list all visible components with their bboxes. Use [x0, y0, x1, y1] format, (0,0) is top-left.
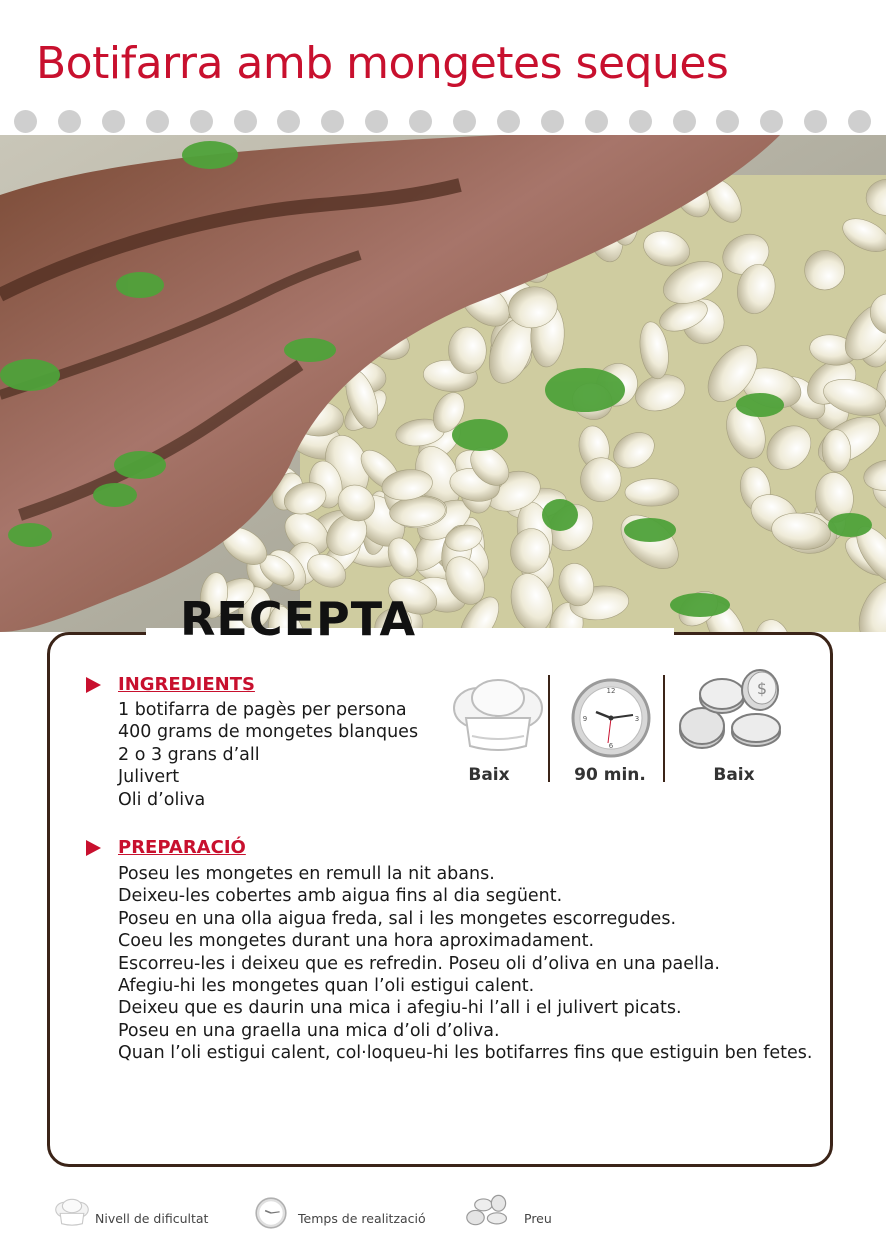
preparation-step: Poseu en una graella una mica d’oli d’oliva. — [118, 1020, 500, 1041]
preparation-bullet-icon — [86, 840, 101, 856]
preparation-step: Deixeu-les cobertes amb aigua fins al dia següent. — [118, 886, 563, 907]
decorative-dot — [14, 110, 37, 133]
decorative-dot — [453, 110, 476, 133]
preparation-step: Coeu les mongetes durant una hora aproximadament. — [118, 931, 595, 952]
recipe-photo — [0, 135, 886, 632]
decorative-dot — [409, 110, 432, 133]
section-title: RECEPTA — [180, 592, 417, 646]
ingredient-item: Julivert — [118, 767, 180, 788]
decorative-dot — [277, 110, 300, 133]
decorative-dot — [234, 110, 257, 133]
decorative-dot — [58, 110, 81, 133]
svg-text:$: $ — [756, 679, 768, 698]
coins-icon — [466, 1194, 508, 1234]
svg-text:12: 12 — [606, 687, 616, 695]
preparation-step: Escorreu-les i deixeu que es refredin. Poseu oli d’oliva en una paella. — [118, 953, 720, 974]
decorative-dot — [102, 110, 125, 133]
recipe-title: Botifarra amb mongetes seques — [36, 38, 729, 89]
decorative-dot — [190, 110, 213, 133]
decorative-dot — [848, 110, 871, 133]
chef-hat-icon — [452, 678, 544, 760]
preparation-step: Deixeu que es daurin una mica i afegiu-hi l’all i el julivert picats. — [118, 998, 682, 1019]
preparation-steps — [118, 863, 812, 1065]
stat-divider — [548, 675, 550, 782]
ingredients-heading: INGREDIENTS — [118, 674, 255, 695]
clock-icon — [570, 677, 652, 763]
decorative-dot — [146, 110, 169, 133]
legend-price-label: Preu — [524, 1211, 552, 1226]
ingredients-bullet-icon — [86, 677, 101, 693]
decorative-dot — [673, 110, 696, 133]
decorative-dot — [804, 110, 827, 133]
ingredient-item: 400 grams de mongetes blanques — [118, 722, 419, 743]
preparation-step: Poseu en una olla aigua freda, sal i les mongetes escorregudes. — [118, 908, 677, 929]
svg-text:3: 3 — [634, 715, 640, 723]
preparation-step: Afegiu-hi les mongetes quan l’oli estigui calent. — [118, 976, 535, 997]
price-value: Baix — [713, 765, 755, 785]
ingredient-item: Oli d’oliva — [118, 789, 206, 810]
decorative-dot — [365, 110, 388, 133]
decorative-dot — [629, 110, 652, 133]
decorative-dot — [716, 110, 739, 133]
difficulty-value: Baix — [468, 765, 510, 785]
decorative-dot — [585, 110, 608, 133]
coins-icon — [678, 668, 784, 760]
stat-divider — [663, 675, 665, 782]
ingredients-list — [118, 699, 418, 811]
decorative-dot — [760, 110, 783, 133]
preparation-heading: PREPARACIÓ — [118, 837, 246, 858]
svg-text:9: 9 — [582, 715, 588, 723]
ingredient-item: 2 o 3 grans d’all — [118, 744, 260, 765]
svg-text:6: 6 — [608, 742, 614, 750]
decorative-dot — [541, 110, 564, 133]
preparation-step: Poseu les mongetes en remull la nit abans. — [118, 864, 495, 884]
chef-hat-icon — [55, 1198, 89, 1232]
decorative-dot — [497, 110, 520, 133]
time-value: 90 min. — [574, 765, 646, 785]
legend-time-label: Temps de realització — [298, 1211, 426, 1226]
decorative-dot — [321, 110, 344, 133]
ingredient-item: 1 botifarra de pagès per persona — [118, 700, 407, 720]
legend-difficulty-label: Nivell de dificultat — [95, 1211, 209, 1226]
decorative-dot-row — [14, 110, 874, 134]
preparation-step: Quan l’oli estigui calent, col·loqueu-hi les botifarres fins que estiguin ben fetes. — [118, 1043, 813, 1064]
clock-icon — [255, 1197, 287, 1233]
